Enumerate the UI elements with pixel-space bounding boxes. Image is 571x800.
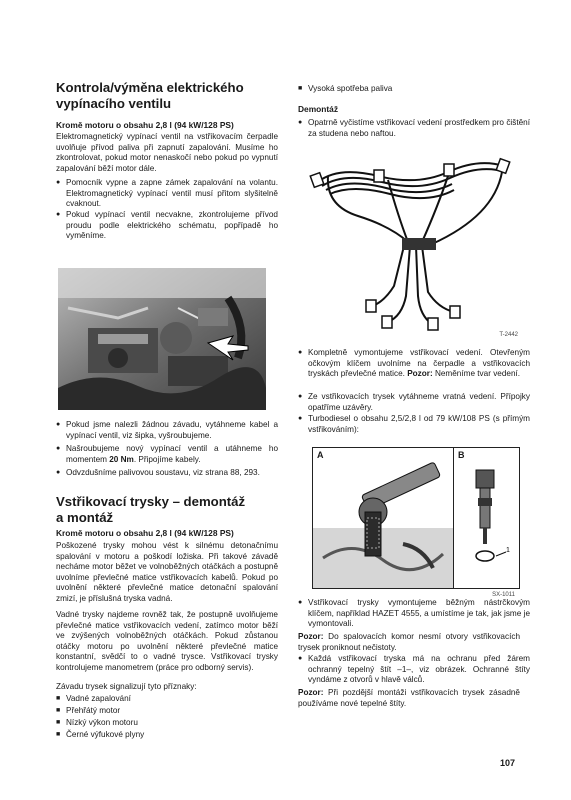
- injection-lines-figure: [298, 146, 524, 342]
- injector-removal-figure: [312, 447, 520, 598]
- symptom-item: ■ Nízký výkon motoru: [56, 718, 278, 729]
- page-number: 107: [500, 758, 516, 768]
- paragraph-poskozene-trysky: Poškozené trysky mohou vést k silnému detonačnímu spalování v motoru a poškodí ložiska. Při takové závadě necháme motor běžet ve volnoběžných otáčkách a postupně uvolníme převlečné matice vstřikovacích kabelů. Pokud po uvolnění některé převlečné matice detonační spalování zmizí, je příslušná tryska vadná.: [56, 541, 278, 603]
- engine-photo: [58, 268, 266, 410]
- bullet-kompletne-vymontujeme: ● Kompletně vymontujeme vstřikovací vedení. Otevřeným očkovým klíčem uvolníme na čerpadle a vstřikovacích tryskách převlečné matice. Pozor: Neměníme tvar vedení.: [298, 348, 530, 380]
- note-pozor-tepelne-stity: Pozor: Při pozdější montáži vstřikovacích trysek zásadně používáme nové tepelné štíty.: [298, 688, 520, 708]
- paragraph-priznaky: Závadu trysek signalizují tyto příznaky:: [56, 682, 197, 691]
- figure-panel-b: [454, 448, 519, 588]
- bullet-vytahneme-kabel: ● Pokud jsme nalezli žádnou závadu, vytáhneme kabel a vypínací ventil, viz šipka, vyšroubujeme.: [56, 420, 278, 441]
- bullet-turbodiesel: ● Turbodiesel o obsahu 2,5/2,8 l od 79 kW/108 PS (s přímým vstřikováním):: [298, 414, 530, 435]
- section-title-vypinaci-ventil: Kontrola/výměna elektrického vypínacího ventilu: [56, 80, 244, 111]
- symptom-item: ■ Přehřátý motor: [56, 706, 278, 717]
- figure-label-b: B: [458, 450, 465, 460]
- symptom-item: ■ Černé výfukové plyny: [56, 730, 278, 741]
- figure-panel-a: [313, 448, 454, 588]
- figure-code: SX-1011: [492, 592, 515, 598]
- bullet-odvzdusnime: ● Odvzdušníme palivovou soustavu, viz strana 88, 293.: [56, 468, 278, 479]
- bullet-tepelny-stit: ● Každá vstřikovací tryska má na ochranu před žárem ochranný tepelný štít –1–, viz obrázek. Ochranné štíty vyndáme z otvorů v hlavě válců.: [298, 654, 530, 686]
- bullet-vymontujeme-trysky: ● Vstřikovací trysky vymontujeme běžným nástrčkovým klíčem, například HAZET 4555, a umístíme je tak, jak jsme je vymontovali.: [298, 598, 530, 630]
- paragraph-vadne-trysky: Vadné trysky najdeme rovněž tak, že postupně uvolňujeme převlečné matice vstřikovacích vedení, zatímco motor běží ve zvýšených volnoběžných otáčkách. Pokud zůstanou otáčky motoru po uvolnění některé převlečné matice konstantní, svědčí to o vadné trysce. Vstřikovací trysky kontrolujeme manometrem (práce pro odborný servis).: [56, 610, 278, 672]
- subheading-engine-note-2: Kromě motoru o obsahu 2,8 l (94 kW/128 PS): [56, 528, 234, 538]
- figure-code: T-2442: [499, 332, 518, 338]
- paragraph-ventil-intro: Elektromagnetický vypínací ventil na vstřikovacím čerpadle uvolňuje přívod paliva při zapnutí zapalování. Musíme ho zkontrolovat, pokud motor nenaskočí nebo pokud po vypnutí zapalování běží motor dále.: [56, 132, 278, 173]
- bullet-vycistime: ● Opatrně vyčistíme vstřikovací vedení prostředkem pro čištění za studena nebo naftou.: [298, 118, 530, 139]
- subheading-demontaz: Demontáž: [298, 104, 339, 114]
- bullet-nasroubujeme: ● Našroubujeme nový vypínací ventil a utáhneme ho momentem 20 Nm. Připojíme kabely.: [56, 444, 278, 465]
- svg-text:1: 1: [506, 547, 510, 554]
- symptom-item: ■ Vadné zapalování: [56, 694, 278, 705]
- subheading-engine-note: Kromě motoru o obsahu 2,8 l (94 kW/128 PS): [56, 120, 234, 130]
- bullet-zkontrolujeme: ● Pokud vypínací ventil necvakne, zkontrolujeme přívod proudu podle elektrického schématu, popřípadě ho vyměníme.: [56, 210, 278, 242]
- bullet-vratna-vedeni: ● Ze vstřikovacích trysek vytáhneme vratná vedení. Přípojky opatříme uzávěry.: [298, 392, 530, 413]
- bullet-pomocnik: ● Pomocník vypne a zapne zámek zapalování na volantu. Elektromagnetický vypínací ventil musí přitom slyšitelně cvaknout.: [56, 178, 278, 210]
- figure-label-a: A: [317, 450, 324, 460]
- symptom-item: ■ Vysoká spotřeba paliva: [298, 84, 528, 95]
- note-pozor-spalovaci-komory: Pozor: Do spalovacích komor nesmí otvory vstřikovacích trysek proniknout nečistoty.: [298, 632, 520, 652]
- section-title-vstrikovaci-trysky: Vstřikovací trysky – demontáž a montáž: [56, 494, 246, 525]
